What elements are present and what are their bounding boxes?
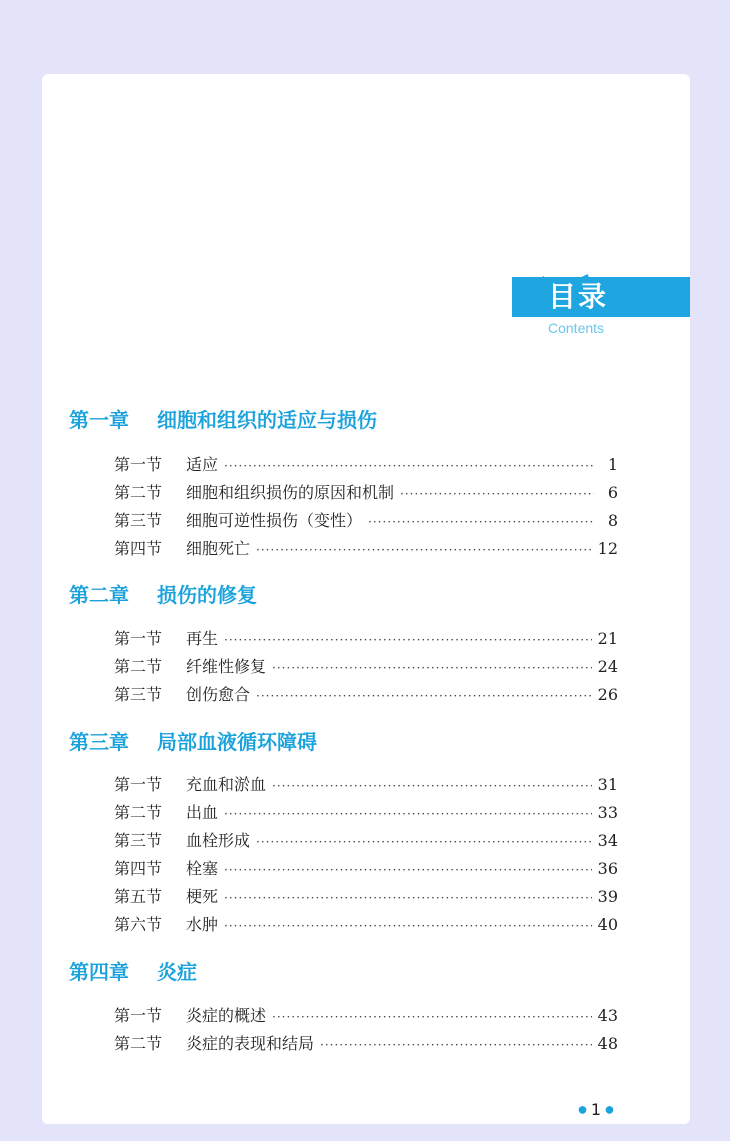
toc-entry[interactable] xyxy=(114,656,618,678)
toc-entry[interactable] xyxy=(114,830,618,852)
dot-leader xyxy=(224,915,592,937)
section-number: 第二节 xyxy=(114,483,163,502)
toc-entry[interactable] xyxy=(114,684,618,706)
toc-title: 目录 xyxy=(548,280,609,313)
section-title: 栓塞 xyxy=(186,859,219,878)
dot-leader xyxy=(256,539,592,561)
dot-leader xyxy=(400,483,594,505)
toc-entry[interactable] xyxy=(114,886,618,908)
section-title: 细胞死亡 xyxy=(186,539,251,558)
chapter-heading[interactable] xyxy=(69,408,377,432)
toc-entry[interactable] xyxy=(114,454,618,476)
dot-leader xyxy=(368,511,594,533)
section-number: 第三节 xyxy=(114,685,163,704)
section-title: 梗死 xyxy=(186,887,219,906)
toc-entry[interactable] xyxy=(114,482,618,504)
toc-entry[interactable] xyxy=(114,914,618,936)
dot-leader xyxy=(320,1034,592,1056)
toc-entry[interactable] xyxy=(114,802,618,824)
section-number: 第二节 xyxy=(114,657,163,676)
page-number: 26 xyxy=(597,685,618,704)
toc-subtitle: Contents xyxy=(548,320,605,336)
toc-entry[interactable] xyxy=(114,538,618,560)
section-number: 第四节 xyxy=(114,859,163,878)
section-title: 再生 xyxy=(186,629,219,648)
section-number: 第一节 xyxy=(114,1006,163,1025)
page-number: 34 xyxy=(597,831,618,850)
chapter-number: 第三章 xyxy=(69,730,129,754)
page-number: 12 xyxy=(597,539,618,558)
chapter-title: 损伤的修复 xyxy=(157,583,257,607)
dot-leader xyxy=(224,455,594,477)
chapter-heading[interactable] xyxy=(69,583,257,607)
toc-entry[interactable] xyxy=(114,1033,618,1055)
dot-leader xyxy=(224,803,592,825)
section-number: 第二节 xyxy=(114,803,163,822)
section-number: 第一节 xyxy=(114,775,163,794)
section-number: 第六节 xyxy=(114,915,163,934)
section-title: 出血 xyxy=(186,803,219,822)
page-number: 6 xyxy=(607,483,618,502)
section-number: 第四节 xyxy=(114,539,163,558)
page-number: 8 xyxy=(607,511,618,530)
toc-entry[interactable] xyxy=(114,1005,618,1027)
dot-leader xyxy=(256,831,592,853)
page-footer xyxy=(574,1098,618,1122)
toc-entry[interactable] xyxy=(114,628,618,650)
dot-leader xyxy=(272,657,592,679)
footer-page-number: 1 xyxy=(590,1100,602,1119)
section-title: 血栓形成 xyxy=(186,831,251,850)
toc-entry[interactable] xyxy=(114,858,618,880)
section-title: 细胞可逆性损伤（变性） xyxy=(186,511,363,530)
section-title: 炎症的概述 xyxy=(186,1006,267,1025)
dot-leader xyxy=(272,1006,592,1028)
page-number: 33 xyxy=(597,803,618,822)
section-number: 第一节 xyxy=(114,629,163,648)
page-number: 48 xyxy=(597,1034,618,1053)
page-number: 24 xyxy=(597,657,618,676)
section-number: 第五节 xyxy=(114,887,163,906)
page-number: 21 xyxy=(597,629,618,648)
bullet-icon: ● xyxy=(578,1104,587,1116)
dot-leader xyxy=(272,775,592,797)
toc-page xyxy=(42,74,690,1124)
toc-entry[interactable] xyxy=(114,510,618,532)
page-number: 1 xyxy=(607,455,618,474)
section-number: 第一节 xyxy=(114,455,163,474)
section-number: 第三节 xyxy=(114,831,163,850)
page-number: 43 xyxy=(597,1006,618,1025)
chapter-heading[interactable] xyxy=(69,730,317,754)
chapter-title: 局部血液循环障碍 xyxy=(157,730,317,754)
chapter-number: 第二章 xyxy=(69,583,129,607)
page-number: 36 xyxy=(597,859,618,878)
toc-entry[interactable] xyxy=(114,774,618,796)
page-number: 40 xyxy=(597,915,618,934)
section-title: 炎症的表现和结局 xyxy=(186,1034,315,1053)
chapter-number: 第一章 xyxy=(69,408,129,432)
chapter-title: 炎症 xyxy=(157,960,197,984)
page-number: 39 xyxy=(597,887,618,906)
dot-leader xyxy=(256,685,592,707)
section-title: 水肿 xyxy=(186,915,219,934)
bullet-icon: ● xyxy=(605,1104,614,1116)
section-title: 细胞和组织损伤的原因和机制 xyxy=(186,483,395,502)
chapter-number: 第四章 xyxy=(69,960,129,984)
section-title: 适应 xyxy=(186,455,219,474)
dot-leader xyxy=(224,859,592,881)
dot-leader xyxy=(224,887,592,909)
dot-leader xyxy=(224,629,592,651)
chapter-title: 细胞和组织的适应与损伤 xyxy=(157,408,377,432)
section-number: 第三节 xyxy=(114,511,163,530)
section-title: 纤维性修复 xyxy=(186,657,267,676)
chapter-heading[interactable] xyxy=(69,960,197,984)
section-title: 充血和淤血 xyxy=(186,775,267,794)
section-number: 第二节 xyxy=(114,1034,163,1053)
section-title: 创伤愈合 xyxy=(186,685,251,704)
page-number: 31 xyxy=(597,775,618,794)
